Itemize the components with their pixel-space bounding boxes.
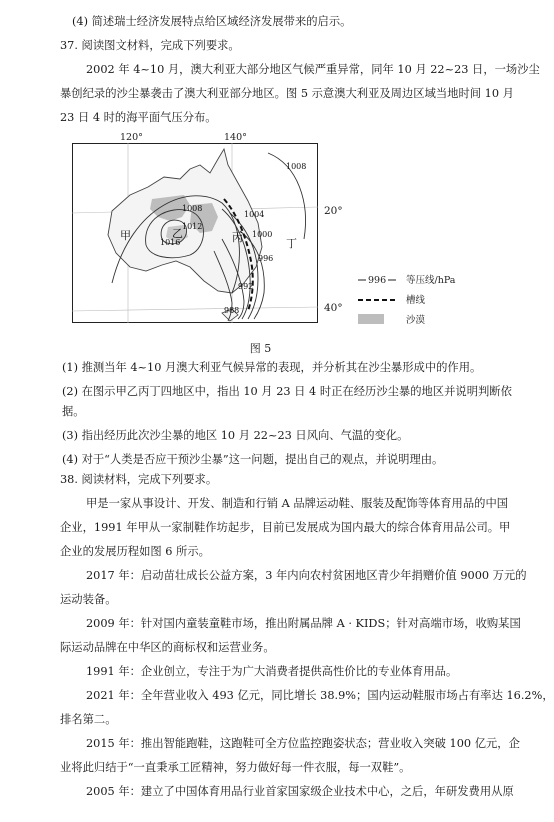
q37-sub2-line1: (2) 在图示甲乙丙丁四地区中，指出 10 月 23 日 4 时正在经历沙尘暴的地区并说明判断依 bbox=[62, 385, 512, 398]
isobar-label-996: 996 bbox=[258, 254, 274, 263]
legend-isobar-value: 996 bbox=[368, 275, 387, 286]
legend-desert-swatch bbox=[358, 314, 384, 324]
region-label-jia: 甲 bbox=[120, 229, 131, 242]
pressure-map-svg bbox=[72, 132, 318, 323]
q38-intro-line1: 甲是一家从事设计、开发、制造和行销 A 品牌运动鞋、服装及配饰等体育用品的中国 bbox=[86, 497, 509, 510]
q37-para-line3: 23 日 4 时的海平面气压分布。 bbox=[60, 111, 217, 124]
q38-2015-line1: 2015 年：推出智能跑鞋，这跑鞋可全方位监控跑姿状态；营业收入突破 100 亿元，企 bbox=[86, 737, 520, 750]
q38-2009-line2: 际运动品牌在中华区的商标权和运营业务。 bbox=[60, 641, 275, 654]
q37-para-line1: 2002 年 4~10 月，澳大利亚大部分地区气候严重异常，同年 10 月 22~23 日，一场沙尘 bbox=[86, 63, 540, 76]
q38-intro-line3: 企业的发展历程如图 6 所示。 bbox=[60, 545, 210, 558]
isobar-label-1008-b: 1008 bbox=[286, 162, 307, 171]
pressure-map-figure bbox=[72, 132, 318, 323]
q38-2017-line1: 2017 年：启动苗壮成长公益方案，3 年内向农村贫困地区青少年捐赠价值 9000 万元的 bbox=[86, 569, 527, 582]
isobar-label-1016: 1016 bbox=[160, 238, 181, 247]
lat-label-20: 20° bbox=[324, 205, 343, 217]
region-label-yi: 乙 bbox=[172, 227, 183, 240]
lon-label-120: 120° bbox=[120, 132, 143, 143]
isobar-label-1012: 1012 bbox=[182, 222, 203, 231]
q38-2009-line1: 2009 年：针对国内童装童鞋市场，推出附属品牌 A · KIDS；针对高端市场，收购某国 bbox=[86, 617, 521, 630]
isobar-label-992: 992 bbox=[238, 282, 254, 291]
q38-2015-line2: 业将此归结于“一直秉承工匠精神，努力做好每一件衣服，每一双鞋”。 bbox=[60, 761, 411, 774]
isobar-label-1004: 1004 bbox=[244, 210, 265, 219]
figure-caption: 图 5 bbox=[249, 342, 272, 355]
lon-label-140: 140° bbox=[224, 132, 247, 143]
q38-2017-line2: 运动装备。 bbox=[60, 593, 117, 606]
legend-svg bbox=[356, 272, 496, 328]
q38-2021-line2: 排名第二。 bbox=[60, 713, 117, 726]
q37-para-line2: 暴创纪录的沙尘暴袭击了澳大利亚部分地区。图 5 示意澳大利亚及周边区域当地时间 10 月 bbox=[60, 87, 514, 100]
q38-2005-line1: 2005 年：建立了中国体育用品行业首家国家级企业技术中心，之后，年研发费用从原 bbox=[86, 785, 514, 798]
q37-sub1: (1) 推测当年 4~10 月澳大利亚气候异常的表现，并分析其在沙尘暴形成中的作用。 bbox=[62, 361, 482, 374]
isobar-label-1008-a: 1008 bbox=[182, 204, 203, 213]
lat-label-40: 40° bbox=[324, 302, 343, 314]
q37-sub2-line2: 据。 bbox=[62, 405, 85, 418]
q37-sub4: (4) 对于“人类是否应干预沙尘暴”这一问题，提出自己的观点，并说明理由。 bbox=[62, 453, 444, 466]
q37-sub3: (3) 指出经历此次沙尘暴的地区 10 月 22~23 日风向、气温的变化。 bbox=[62, 429, 409, 442]
legend-isobar-text: 等压线/hPa bbox=[406, 275, 456, 286]
q38-heading: 38. 阅读材料，完成下列要求。 bbox=[60, 473, 218, 486]
region-label-bing: 丙 bbox=[232, 231, 243, 244]
region-label-ding: 丁 bbox=[286, 237, 297, 250]
q38-1991: 1991 年：企业创立，专注于为广大消费者提供高性价比的专业体育用品。 bbox=[86, 665, 458, 678]
q38-2021-line1: 2021 年：全年营业收入 493 亿元，同比增长 38.9%；国内运动鞋服市场占有率达 16.2%， bbox=[86, 689, 554, 702]
legend-desert-text: 沙漠 bbox=[406, 315, 426, 326]
isobar-label-988: 988 bbox=[224, 306, 240, 315]
q38-intro-line2: 企业，1991 年甲从一家制鞋作坊起步，目前已发展成为国内最大的综合体育用品公司。甲 bbox=[60, 521, 511, 534]
legend-trough-text: 槽线 bbox=[406, 295, 426, 306]
q37-heading: 37. 阅读图文材料，完成下列要求。 bbox=[60, 39, 240, 52]
isobar-label-1000: 1000 bbox=[252, 230, 273, 239]
q36-sub4: (4) 简述瑞士经济发展特点给区域经济发展带来的启示。 bbox=[72, 15, 352, 28]
